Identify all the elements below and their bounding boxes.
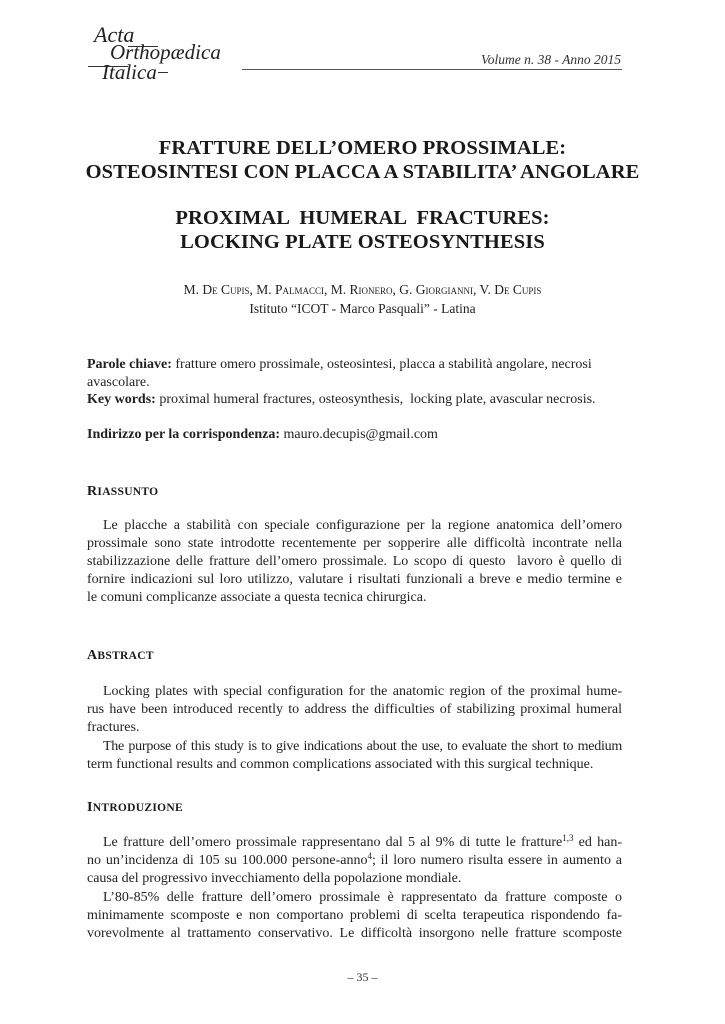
title-english <box>0 206 725 254</box>
paragraph-line: Locking plates with special configuration for the anatomic region of the proximal hume- <box>103 684 622 699</box>
keywords-english-label: Key words: <box>87 392 156 407</box>
paragraph-riassunto <box>87 517 622 607</box>
title-italian-line1: FRATTURE DELL’OMERO PROSSIMALE: <box>158 137 567 159</box>
citation: 1,3 <box>562 833 574 843</box>
paragraph-line: term functional results and common complications associated with this surgical technique. <box>87 757 594 773</box>
paragraph-line: stabilizzazione delle fratture dell’omero prossimale. Lo scopo di questo lavoro è quello di <box>87 554 622 570</box>
paragraph-line: causa del progressivo invecchiamento della popolazione mondiale. <box>87 871 462 887</box>
logo-word-italica: Italica <box>102 60 157 84</box>
paragraph-line: le comuni complicanze associate a questa tecnica chirurgica. <box>87 590 427 606</box>
keywords-italian <box>87 356 622 392</box>
paragraph-introduzione-1 <box>87 834 622 888</box>
logo-word-orthopaedica: Orthopædica <box>110 40 221 64</box>
paragraph-line: Le fratture dell’omero prossimale rappresentano dal 5 al 9% di tutte le fratture$^{1,3}$ ed han- <box>103 833 622 850</box>
correspondence-label: Indirizzo per la corrispondenza: <box>87 427 281 442</box>
paragraph-line: fornire indicazioni sul loro utilizzo, valutare i risultati funzionali a breve e medio termine e <box>87 572 622 588</box>
paragraph-line: Le placche a stabilità con speciale configurazione per la regione anatomica dell’omero <box>103 518 622 533</box>
title-english-line1: PROXIMAL HUMERAL FRACTURES: <box>175 207 550 229</box>
logo-rule <box>158 72 168 73</box>
title-english-line2: LOCKING PLATE OSTEOSYNTHESIS <box>180 231 545 253</box>
heading-introduzione: INTRODUZIONE <box>87 800 183 815</box>
paragraph-line: L’80-85% delle fratture dell’omero prossimale è rappresentato da fratture composte o <box>103 890 622 905</box>
paragraph-abstract-1 <box>87 683 622 737</box>
journal-logo <box>88 22 238 88</box>
authors: M. De Cupis, M. Palmacci, M. Rionero, G. Giorgianni, V. De Cupis <box>183 282 542 297</box>
paragraph-line: minimamente scomposte e non comportano problemi di scelta terapeutica rispondendo fa- <box>87 908 622 924</box>
paragraph-line: prossimale sono state introdotte recentemente per sopperire alle difficoltà incontrate nella <box>87 536 622 552</box>
heading-abstract: ABSTRACT <box>87 648 154 663</box>
keywords-italian-text-cont: avascolare. <box>87 375 150 390</box>
citation: 4 <box>367 851 372 862</box>
page-number: – 35 – <box>347 970 378 984</box>
paragraph-line: fractures. <box>87 720 140 736</box>
title-italian <box>0 136 725 184</box>
correspondence <box>87 426 622 444</box>
logo-word-acta: Acta <box>94 22 135 47</box>
paragraph-abstract-2 <box>87 738 622 774</box>
keywords-english-text: proximal humeral fractures, osteosynthesis, locking plate, avascular necrosis. <box>159 392 596 407</box>
volume-info: Volume n. 38 - Anno 2015 <box>481 52 621 67</box>
correspondence-email[interactable]: mauro.decupis@gmail.com <box>283 427 438 442</box>
paragraph-line: rus have been introduced recently to address the difficulties of stabilizing proximal humeral <box>87 702 622 718</box>
header-rule <box>242 69 622 70</box>
title-italian-line2: OSTEOSINTESI CON PLACCA A STABILITA’ ANGOLARE <box>85 161 640 183</box>
keywords-italian-text: fratture omero prossimale, osteosintesi, placca a stabilità angolare, necrosi <box>175 357 592 372</box>
keywords-english <box>87 391 622 409</box>
paragraph-introduzione-2 <box>87 889 622 943</box>
heading-riassunto: RIASSUNTO <box>87 484 159 499</box>
affiliation: Istituto “ICOT - Marco Pasquali” - Latina <box>249 301 476 316</box>
paragraph-line: The purpose of this study is to give indications about the use, to evaluate the short to medium <box>103 739 622 754</box>
paragraph-line: no un’incidenza di 105 su 100.000 persone-anno$^4$; il loro numero risulta essere in aumento a <box>87 851 622 869</box>
paragraph-line: vorevolmente al trattamento conservativo. Le difficoltà insorgono nelle fratture scomposte <box>87 926 622 942</box>
keywords-italian-label: Parole chiave: <box>87 357 172 372</box>
